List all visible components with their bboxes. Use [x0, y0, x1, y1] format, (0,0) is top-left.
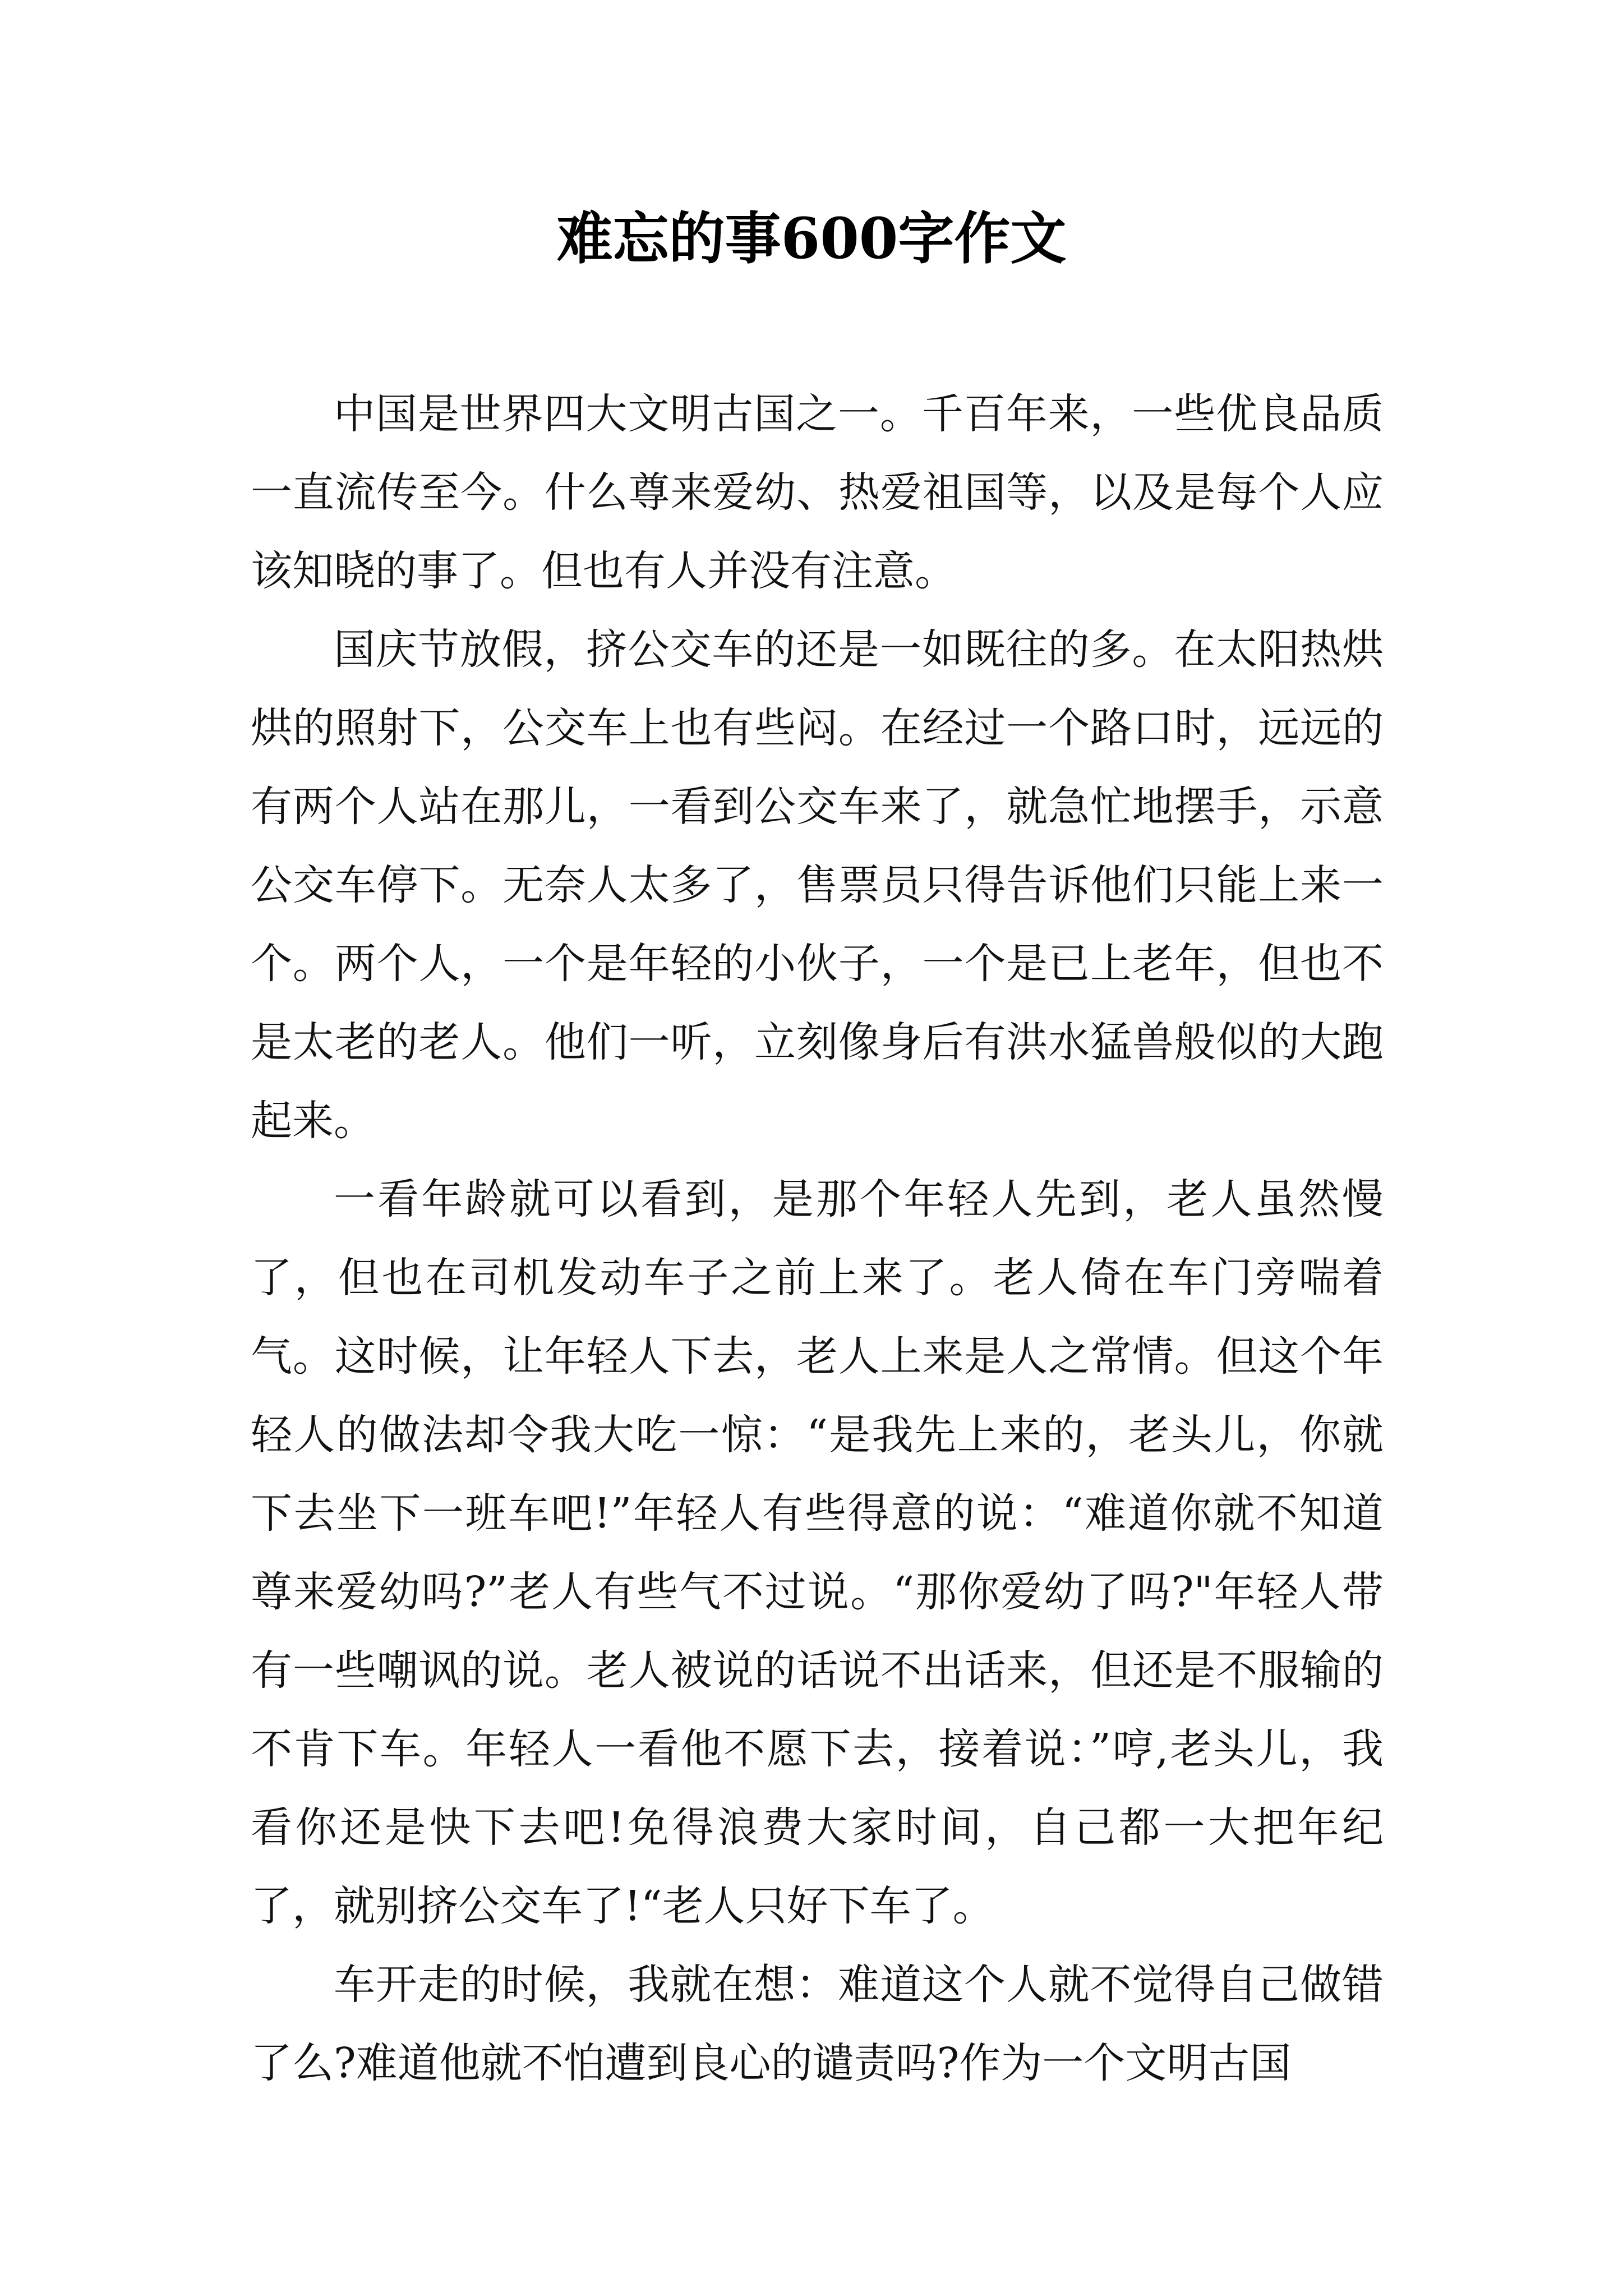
document-title: 难忘的事600字作文	[556, 205, 1067, 272]
paragraph-3: 一看年龄就可以看到，是那个年轻人先到，老人虽然慢了，但也在司机发动车子之前上来了。老人倚在车门旁喘着气。这时候，让年轻人下去，老人上来是人之常情。但这个年轻人的做法却令我大吃一惊：“是我先上来的，老头儿，你就下去坐下一班车吧!”年轻人有些得意的说：“难道你就不知道尊来爱幼吗?”老人有些气不过说。“那你爱幼了吗?"年轻人带有一些嘲讽的说。老人被说的话说不出话来，但还是不服输的不肯下车。年轻人一看他不愿下去，接着说：”哼,老头儿，我看你还是快下去吧!免得浪费大家时间，自己都一大把年纪了，就别挤公交车了!“老人只好下车了。	[251, 1175, 1384, 1930]
paragraph-2: 国庆节放假，挤公交车的还是一如既往的多。在太阳热烘烘的照射下，公交车上也有些闷。在经过一个路口时，远远的有两个人站在那儿，一看到公交车来了，就急忙地摆手，示意公交车停下。无奈人太多了，售票员只得告诉他们只能上来一个。两个人，一个是年轻的小伙子，一个是已上老年，但也不是太老的老人。他们一听，立刻像身后有洪水猛兽般似的大跑起来。	[251, 625, 1384, 1145]
document-body	[251, 375, 1384, 2102]
paragraph-1: 中国是世界四大文明古国之一。千百年来，一些优良品质一直流传至今。什么尊来爱幼、热爱祖国等，以及是每个人应该知晓的事了。但也有人并没有注意。	[251, 390, 1384, 595]
paragraph-4: 车开走的时候，我就在想：难道这个人就不觉得自己做错了么?难道他就不怕遭到良心的谴责吗?作为一个文明古国	[251, 1961, 1384, 2087]
